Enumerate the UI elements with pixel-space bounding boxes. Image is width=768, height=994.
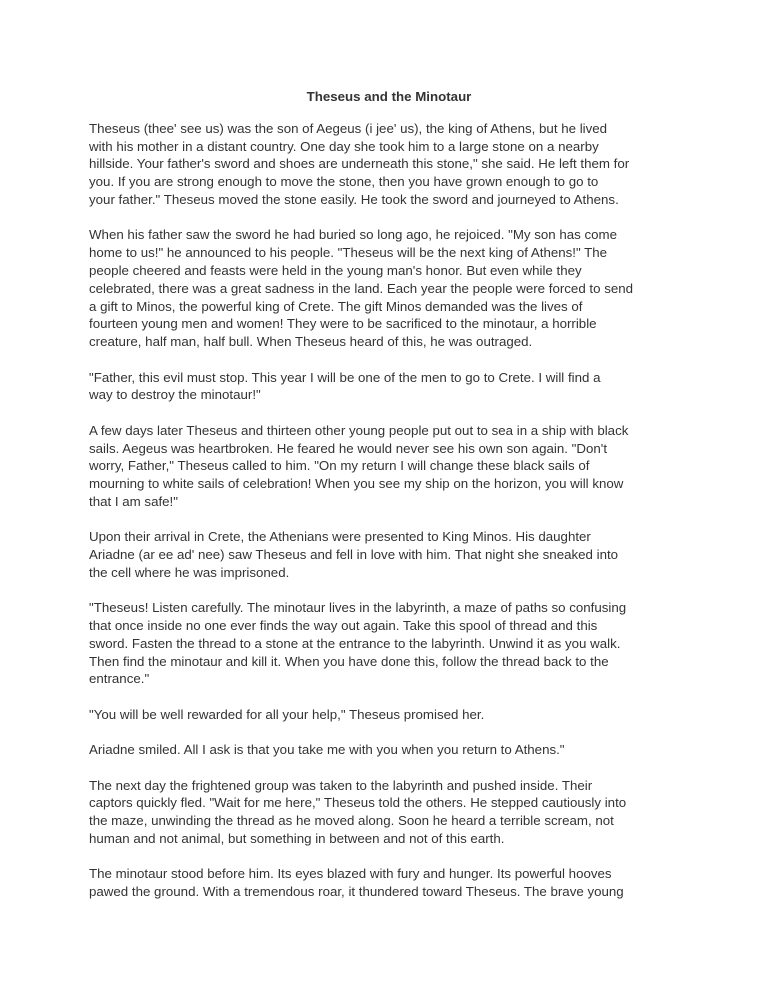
text-line: The minotaur stood before him. Its eyes blazed with fury and hunger. Its powerful hooves <box>89 866 612 882</box>
text-line: way to destroy the minotaur!" <box>89 387 261 403</box>
document-page <box>89 88 689 919</box>
text-line: pawed the ground. With a tremendous roar, it thundered toward Theseus. The brave young <box>89 884 624 900</box>
paragraph <box>89 741 689 759</box>
text-line: that I am safe!" <box>89 493 178 509</box>
document-title: Theseus and the Minotaur <box>306 89 472 104</box>
text-line: home to us!" he announced to his people. "Theseus will be the next king of Athens!" The <box>89 245 608 261</box>
text-line: entrance." <box>89 671 150 687</box>
text-line: Ariadne smiled. All I ask is that you take me with you when you return to Athens." <box>89 742 565 758</box>
paragraph <box>89 528 689 581</box>
text-line: When his father saw the sword he had buried so long ago, he rejoiced. "My son has come <box>89 227 618 243</box>
paragraph <box>89 422 689 511</box>
text-line: celebrated, there was a great sadness in the land. Each year the people were forced to send <box>89 280 634 296</box>
text-line: captors quickly fled. "Wait for me here," Theseus told the others. He stepped cautiously into <box>89 795 627 811</box>
text-line: you. If you are strong enough to move the stone, then you have grown enough to go to <box>89 174 599 190</box>
text-line: sails. Aegeus was heartbroken. He feared he would never see his own son again. "Don't <box>89 440 608 456</box>
text-line: worry, Father," Theseus called to him. "On my return I will change these black sails of <box>89 458 590 474</box>
paragraph <box>89 226 689 351</box>
text-line: the cell where he was imprisoned. <box>89 564 290 580</box>
paragraph <box>89 369 689 405</box>
text-line: Then find the minotaur and kill it. When you have done this, follow the thread back to the <box>89 653 609 669</box>
text-line: Upon their arrival in Crete, the Athenians were presented to King Minos. His daughter <box>89 529 591 545</box>
text-line: that once inside no one ever finds the way out again. Take this spool of thread and this <box>89 618 598 634</box>
text-line: A few days later Theseus and thirteen other young people put out to sea in a ship with black <box>89 422 629 438</box>
document-body <box>89 120 689 901</box>
text-line: your father." Theseus moved the stone easily. He took the sword and journeyed to Athens. <box>89 191 619 207</box>
text-line: a gift to Minos, the powerful king of Crete. The gift Minos demanded was the lives of <box>89 298 583 314</box>
paragraph <box>89 120 689 209</box>
text-line: creature, half man, half bull. When Theseus heard of this, he was outraged. <box>89 334 533 350</box>
text-line: mourning to white sails of celebration! When you see my ship on the horizon, you will know <box>89 476 624 492</box>
paragraph <box>89 706 689 724</box>
text-line: human and not animal, but something in between and not of this earth. <box>89 831 505 847</box>
text-line: hillside. Your father's sword and shoes are underneath this stone," she said. He left them for <box>89 156 630 172</box>
text-line: The next day the frightened group was taken to the labyrinth and pushed inside. Their <box>89 777 593 793</box>
text-line: "Theseus! Listen carefully. The minotaur lives in the labyrinth, a maze of paths so confusing <box>89 600 627 616</box>
text-line: the maze, unwinding the thread as he moved along. Soon he heard a terrible scream, not <box>89 813 614 829</box>
text-line: people cheered and feasts were held in the young man's honor. But even while they <box>89 262 582 278</box>
text-line: Ariadne (ar ee ad' nee) saw Theseus and fell in love with him. That night she sneaked into <box>89 547 619 563</box>
text-line: "You will be well rewarded for all your help," Theseus promised her. <box>89 706 485 722</box>
text-line: fourteen young men and women! They were to be sacrificed to the minotaur, a horrible <box>89 316 597 332</box>
text-line: "Father, this evil must stop. This year I will be one of the men to go to Crete. I will find a <box>89 369 601 385</box>
paragraph <box>89 865 689 901</box>
text-line: with his mother in a distant country. One day she took him to a large stone on a nearby <box>89 138 599 154</box>
paragraph <box>89 777 689 848</box>
text-line: Theseus (thee' see us) was the son of Aegeus (i jee' us), the king of Athens, but he lived <box>89 120 608 136</box>
text-line: sword. Fasten the thread to a stone at the entrance to the labyrinth. Unwind it as you walk. <box>89 635 621 651</box>
paragraph <box>89 599 689 688</box>
